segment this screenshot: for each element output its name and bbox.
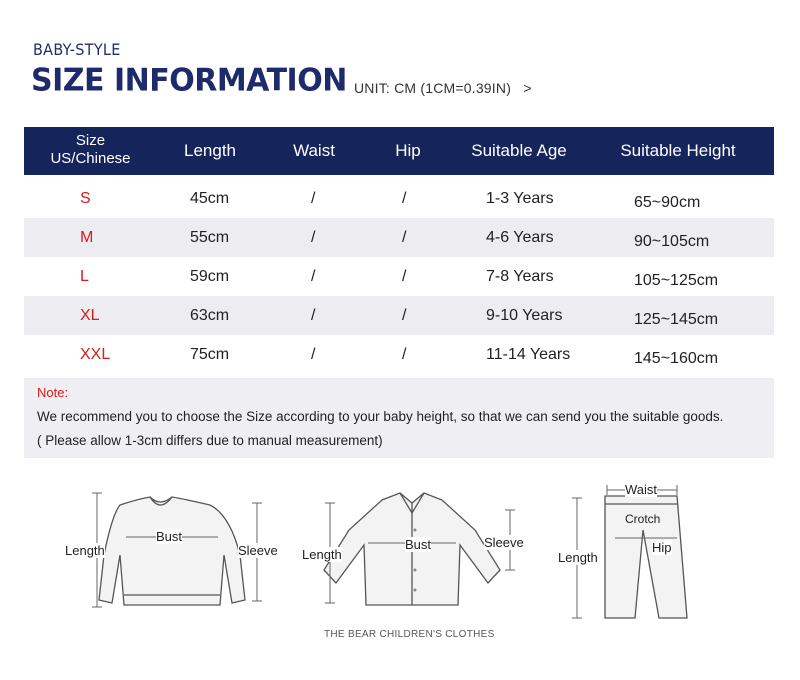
table-row	[24, 257, 774, 296]
size-cell: S	[80, 190, 91, 207]
col-header-waist: Waist	[293, 141, 335, 160]
note-line-1: We recommend you to choose the Size according to your baby height, so that we can send you the suitable goods.	[37, 409, 724, 424]
waist-cell: /	[311, 346, 316, 363]
hip-cell: /	[402, 229, 407, 246]
brand-label: BABY-STYLE	[33, 40, 121, 59]
note-box	[24, 378, 774, 458]
shirt-diagram	[300, 485, 540, 615]
age-cell: 1-3 Years	[486, 190, 554, 207]
hip-cell: /	[402, 190, 407, 207]
hip-cell: /	[402, 307, 407, 324]
length-cell: 59cm	[190, 268, 230, 285]
table-row	[24, 179, 774, 218]
pants-crotch-label: Crotch	[625, 512, 661, 526]
height-cell: 145~160cm	[634, 350, 719, 367]
waist-cell: /	[311, 268, 316, 285]
hip-cell: /	[402, 268, 407, 285]
age-cell: 7-8 Years	[486, 268, 554, 285]
waist-cell: /	[311, 307, 316, 324]
shirt-length-label: Length	[302, 547, 342, 562]
note-title: Note:	[37, 385, 69, 400]
waist-cell: /	[311, 229, 316, 246]
age-cell: 11-14 Years	[486, 346, 571, 363]
sweater-length-label: Length	[65, 543, 105, 558]
col-header-height: Suitable Height	[620, 141, 736, 160]
pants-hip-label: Hip	[652, 540, 672, 555]
length-cell: 63cm	[190, 307, 230, 324]
height-cell: 125~145cm	[634, 311, 719, 328]
col-header-age: Suitable Age	[471, 141, 567, 160]
pants-waist-label: Waist	[625, 482, 658, 497]
length-cell: 45cm	[190, 190, 230, 207]
table-row	[24, 296, 774, 335]
sweater-sleeve-label: Sleeve	[238, 543, 278, 558]
length-cell: 75cm	[190, 346, 230, 363]
height-cell: 65~90cm	[634, 194, 701, 211]
col-header-length: Length	[184, 141, 236, 160]
age-cell: 4-6 Years	[486, 229, 554, 246]
waist-cell: /	[311, 190, 316, 207]
table-row	[24, 335, 774, 374]
table-header	[24, 127, 774, 175]
size-table	[24, 127, 774, 374]
note-line-2: ( Please allow 1-3cm differs due to manual measurement)	[37, 433, 383, 448]
brand-caption: THE BEAR CHILDREN'S CLOTHES	[324, 629, 495, 640]
sweater-diagram	[60, 485, 290, 615]
length-cell: 55cm	[190, 229, 230, 246]
height-cell: 90~105cm	[634, 233, 710, 250]
pants-length-label: Length	[558, 550, 598, 565]
size-cell: L	[80, 268, 89, 285]
pants-diagram	[555, 478, 695, 628]
unit-note: UNIT: CM (1CM=0.39IN) >	[354, 80, 532, 96]
shirt-bust-label: Bust	[405, 537, 432, 552]
hip-cell: /	[402, 346, 407, 363]
age-cell: 9-10 Years	[486, 307, 563, 324]
page-title: SIZE INFORMATION	[31, 62, 347, 99]
height-cell: 105~125cm	[634, 272, 719, 289]
col-header-size: Size US/Chinese	[50, 132, 131, 167]
size-cell: M	[80, 229, 94, 246]
size-cell: XXL	[80, 346, 111, 363]
size-cell: XL	[80, 307, 100, 324]
shirt-sleeve-label: Sleeve	[484, 535, 524, 550]
table-row	[24, 218, 774, 257]
col-header-hip: Hip	[395, 141, 421, 160]
sweater-bust-label: Bust	[156, 529, 183, 544]
